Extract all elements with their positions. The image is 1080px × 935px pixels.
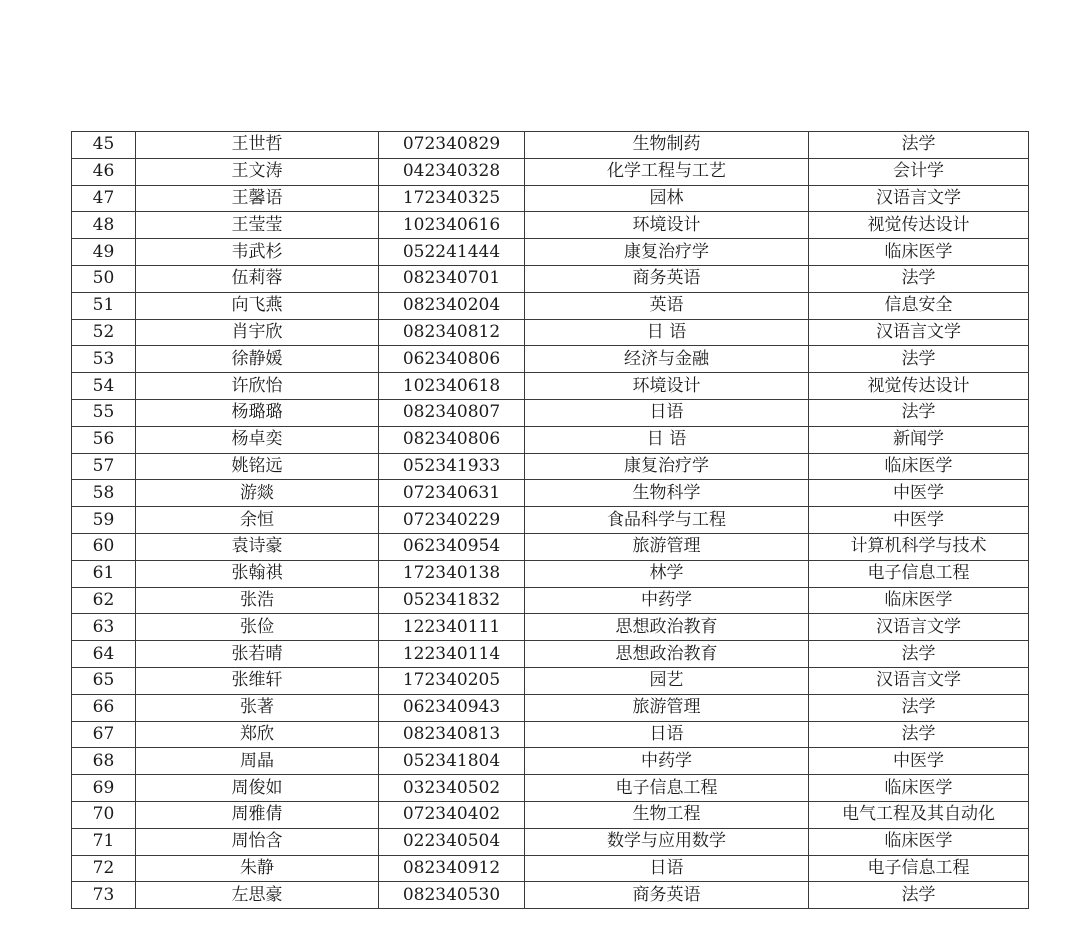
target-major-cell: 法学 xyxy=(809,132,1029,159)
table-row xyxy=(72,587,1029,614)
student-id-cell: 122340111 xyxy=(379,614,525,641)
student-id-cell: 082340530 xyxy=(379,882,525,909)
row-number-cell: 73 xyxy=(72,882,136,909)
table-row xyxy=(72,828,1029,855)
table-row xyxy=(72,480,1029,507)
current-major-cell: 生物科学 xyxy=(525,480,809,507)
current-major-cell: 日 语 xyxy=(525,319,809,346)
target-major-cell: 临床医学 xyxy=(809,587,1029,614)
student-id-cell: 062340943 xyxy=(379,694,525,721)
student-id-cell: 082340812 xyxy=(379,319,525,346)
current-major-cell: 思想政治教育 xyxy=(525,614,809,641)
table-row xyxy=(72,319,1029,346)
current-major-cell: 食品科学与工程 xyxy=(525,507,809,534)
table-row xyxy=(72,641,1029,668)
student-id-cell: 082340813 xyxy=(379,721,525,748)
target-major-cell: 电子信息工程 xyxy=(809,560,1029,587)
table-row xyxy=(72,667,1029,694)
student-name-cell: 周怡含 xyxy=(136,828,379,855)
row-number-cell: 47 xyxy=(72,185,136,212)
target-major-cell: 中医学 xyxy=(809,480,1029,507)
student-id-cell: 082340807 xyxy=(379,399,525,426)
row-number-cell: 69 xyxy=(72,775,136,802)
student-id-cell: 062340954 xyxy=(379,533,525,560)
row-number-cell: 72 xyxy=(72,855,136,882)
current-major-cell: 化学工程与工艺 xyxy=(525,158,809,185)
student-id-cell: 082340912 xyxy=(379,855,525,882)
student-name-cell: 杨璐璐 xyxy=(136,399,379,426)
current-major-cell: 商务英语 xyxy=(525,882,809,909)
row-number-cell: 67 xyxy=(72,721,136,748)
student-id-cell: 102340616 xyxy=(379,212,525,239)
row-number-cell: 66 xyxy=(72,694,136,721)
student-name-cell: 朱静 xyxy=(136,855,379,882)
student-name-cell: 张俭 xyxy=(136,614,379,641)
student-name-cell: 伍莉蓉 xyxy=(136,265,379,292)
table-row xyxy=(72,158,1029,185)
student-name-cell: 周雅倩 xyxy=(136,801,379,828)
row-number-cell: 50 xyxy=(72,265,136,292)
table-row xyxy=(72,614,1029,641)
student-name-cell: 张翰祺 xyxy=(136,560,379,587)
student-name-cell: 向飞燕 xyxy=(136,292,379,319)
row-number-cell: 55 xyxy=(72,399,136,426)
row-number-cell: 70 xyxy=(72,801,136,828)
student-id-cell: 052341832 xyxy=(379,587,525,614)
student-id-cell: 052341933 xyxy=(379,453,525,480)
current-major-cell: 康复治疗学 xyxy=(525,239,809,266)
student-id-cell: 022340504 xyxy=(379,828,525,855)
row-number-cell: 53 xyxy=(72,346,136,373)
target-major-cell: 法学 xyxy=(809,694,1029,721)
target-major-cell: 汉语言文学 xyxy=(809,319,1029,346)
current-major-cell: 电子信息工程 xyxy=(525,775,809,802)
student-id-cell: 072340631 xyxy=(379,480,525,507)
student-id-cell: 172340325 xyxy=(379,185,525,212)
student-name-cell: 余恒 xyxy=(136,507,379,534)
target-major-cell: 中医学 xyxy=(809,748,1029,775)
target-major-cell: 汉语言文学 xyxy=(809,667,1029,694)
row-number-cell: 62 xyxy=(72,587,136,614)
table-row xyxy=(72,239,1029,266)
target-major-cell: 电气工程及其自动化 xyxy=(809,801,1029,828)
student-id-cell: 032340502 xyxy=(379,775,525,802)
student-id-cell: 062340806 xyxy=(379,346,525,373)
current-major-cell: 林学 xyxy=(525,560,809,587)
current-major-cell: 环境设计 xyxy=(525,212,809,239)
current-major-cell: 园艺 xyxy=(525,667,809,694)
row-number-cell: 59 xyxy=(72,507,136,534)
row-number-cell: 60 xyxy=(72,533,136,560)
table-row xyxy=(72,560,1029,587)
table-row xyxy=(72,346,1029,373)
student-name-cell: 张著 xyxy=(136,694,379,721)
student-id-cell: 082340701 xyxy=(379,265,525,292)
row-number-cell: 56 xyxy=(72,426,136,453)
table-row xyxy=(72,855,1029,882)
student-name-cell: 左思豪 xyxy=(136,882,379,909)
target-major-cell: 电子信息工程 xyxy=(809,855,1029,882)
table-row xyxy=(72,721,1029,748)
table-row xyxy=(72,373,1029,400)
table-row xyxy=(72,453,1029,480)
current-major-cell: 园林 xyxy=(525,185,809,212)
student-id-cell: 042340328 xyxy=(379,158,525,185)
student-name-cell: 姚铭远 xyxy=(136,453,379,480)
row-number-cell: 45 xyxy=(72,132,136,159)
student-name-cell: 王文涛 xyxy=(136,158,379,185)
student-transfer-table xyxy=(71,131,1029,909)
row-number-cell: 61 xyxy=(72,560,136,587)
table-row xyxy=(72,292,1029,319)
student-name-cell: 袁诗豪 xyxy=(136,533,379,560)
row-number-cell: 46 xyxy=(72,158,136,185)
target-major-cell: 临床医学 xyxy=(809,239,1029,266)
current-major-cell: 环境设计 xyxy=(525,373,809,400)
row-number-cell: 63 xyxy=(72,614,136,641)
student-name-cell: 王馨语 xyxy=(136,185,379,212)
student-name-cell: 张若晴 xyxy=(136,641,379,668)
row-number-cell: 65 xyxy=(72,667,136,694)
target-major-cell: 新闻学 xyxy=(809,426,1029,453)
student-name-cell: 韦武杉 xyxy=(136,239,379,266)
current-major-cell: 日 语 xyxy=(525,426,809,453)
row-number-cell: 49 xyxy=(72,239,136,266)
student-name-cell: 张维轩 xyxy=(136,667,379,694)
table-row xyxy=(72,775,1029,802)
target-major-cell: 临床医学 xyxy=(809,775,1029,802)
row-number-cell: 68 xyxy=(72,748,136,775)
target-major-cell: 汉语言文学 xyxy=(809,185,1029,212)
table-row xyxy=(72,265,1029,292)
table-row xyxy=(72,507,1029,534)
current-major-cell: 旅游管理 xyxy=(525,533,809,560)
student-id-cell: 052241444 xyxy=(379,239,525,266)
student-name-cell: 郑欣 xyxy=(136,721,379,748)
table-row xyxy=(72,399,1029,426)
target-major-cell: 中医学 xyxy=(809,507,1029,534)
current-major-cell: 商务英语 xyxy=(525,265,809,292)
table-row xyxy=(72,694,1029,721)
student-name-cell: 游燚 xyxy=(136,480,379,507)
current-major-cell: 英语 xyxy=(525,292,809,319)
row-number-cell: 71 xyxy=(72,828,136,855)
student-name-cell: 周晶 xyxy=(136,748,379,775)
current-major-cell: 中药学 xyxy=(525,587,809,614)
target-major-cell: 汉语言文学 xyxy=(809,614,1029,641)
row-number-cell: 48 xyxy=(72,212,136,239)
current-major-cell: 日语 xyxy=(525,399,809,426)
student-id-cell: 072340402 xyxy=(379,801,525,828)
target-major-cell: 临床医学 xyxy=(809,828,1029,855)
table-row xyxy=(72,533,1029,560)
table-row xyxy=(72,801,1029,828)
table-body xyxy=(72,132,1029,909)
student-id-cell: 082340806 xyxy=(379,426,525,453)
student-name-cell: 王莹莹 xyxy=(136,212,379,239)
target-major-cell: 法学 xyxy=(809,882,1029,909)
student-name-cell: 周俊如 xyxy=(136,775,379,802)
student-id-cell: 082340204 xyxy=(379,292,525,319)
target-major-cell: 法学 xyxy=(809,265,1029,292)
target-major-cell: 法学 xyxy=(809,399,1029,426)
student-id-cell: 072340829 xyxy=(379,132,525,159)
target-major-cell: 视觉传达设计 xyxy=(809,212,1029,239)
current-major-cell: 日语 xyxy=(525,721,809,748)
target-major-cell: 法学 xyxy=(809,721,1029,748)
current-major-cell: 经济与金融 xyxy=(525,346,809,373)
target-major-cell: 计算机科学与技术 xyxy=(809,533,1029,560)
table-row xyxy=(72,748,1029,775)
row-number-cell: 64 xyxy=(72,641,136,668)
current-major-cell: 思想政治教育 xyxy=(525,641,809,668)
current-major-cell: 生物制药 xyxy=(525,132,809,159)
table-row xyxy=(72,185,1029,212)
student-id-cell: 072340229 xyxy=(379,507,525,534)
row-number-cell: 57 xyxy=(72,453,136,480)
target-major-cell: 法学 xyxy=(809,641,1029,668)
current-major-cell: 数学与应用数学 xyxy=(525,828,809,855)
student-id-cell: 122340114 xyxy=(379,641,525,668)
student-name-cell: 肖宇欣 xyxy=(136,319,379,346)
row-number-cell: 54 xyxy=(72,373,136,400)
student-name-cell: 徐静媛 xyxy=(136,346,379,373)
student-name-cell: 王世哲 xyxy=(136,132,379,159)
current-major-cell: 日语 xyxy=(525,855,809,882)
table-row xyxy=(72,132,1029,159)
current-major-cell: 中药学 xyxy=(525,748,809,775)
target-major-cell: 法学 xyxy=(809,346,1029,373)
table-row xyxy=(72,426,1029,453)
current-major-cell: 康复治疗学 xyxy=(525,453,809,480)
target-major-cell: 视觉传达设计 xyxy=(809,373,1029,400)
student-id-cell: 052341804 xyxy=(379,748,525,775)
student-name-cell: 张浩 xyxy=(136,587,379,614)
student-name-cell: 杨卓奕 xyxy=(136,426,379,453)
table-row xyxy=(72,882,1029,909)
student-id-cell: 172340138 xyxy=(379,560,525,587)
row-number-cell: 51 xyxy=(72,292,136,319)
table-row xyxy=(72,212,1029,239)
row-number-cell: 58 xyxy=(72,480,136,507)
student-name-cell: 许欣怡 xyxy=(136,373,379,400)
target-major-cell: 会计学 xyxy=(809,158,1029,185)
current-major-cell: 旅游管理 xyxy=(525,694,809,721)
target-major-cell: 信息安全 xyxy=(809,292,1029,319)
student-id-cell: 172340205 xyxy=(379,667,525,694)
target-major-cell: 临床医学 xyxy=(809,453,1029,480)
student-id-cell: 102340618 xyxy=(379,373,525,400)
row-number-cell: 52 xyxy=(72,319,136,346)
current-major-cell: 生物工程 xyxy=(525,801,809,828)
